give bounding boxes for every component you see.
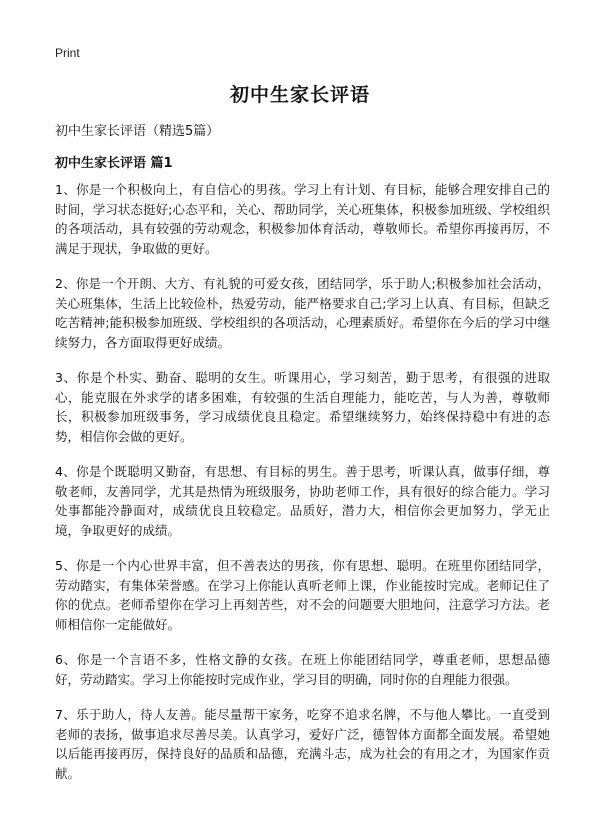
document-subtitle: 初中生家长评语（精选5篇） bbox=[55, 124, 220, 139]
comment-item: 3、你是个朴实、勤奋、聪明的女生。听课用心，学习刻苦，勤于思考，有很强的进取心，能克服在外求学的诸多困难，有较强的生活自理能力，能吃苦，与人为善，尊敬师长，积极参加班级事务，学习成绩优良且稳定。希望继续努力，始终保持稳中有进的态势，相信你会做的更好。 bbox=[55, 370, 550, 444]
comment-list bbox=[55, 180, 550, 799]
comment-item: 5、你是一个内心世界丰富，但不善表达的男孩，你有思想、聪明。在班里你团结同学，劳动踏实，有集体荣誉感。在学习上你能认真听老师上课，作业能按时完成。老师记住了你的优点。老师希望你在学习上再刻苦些，对不会的问题要大胆地问，注意学习方法。老师相信你一定能做好。 bbox=[55, 558, 550, 632]
comment-item: 2、你是一个开朗、大方、有礼貌的可爱女孩，团结同学，乐于助人;积极参加社会活动，关心班集体，生活上比较俭朴，热爱劳动，能严格要求自己;学习上认真、有目标，但缺乏吃苦精神;能积极参加班级、学校组织的各项活动，心理素质好。希望你在今后的学习中继续努力，各方面取得更好成绩。 bbox=[55, 276, 550, 350]
comment-item: 6、你是一个言语不多，性格文静的女孩。在班上你能团结同学，尊重老师，思想品德好，劳动踏实。学习上你能按时完成作业，学习目的明确，同时你的自理能力很强。 bbox=[55, 652, 550, 687]
section-heading: 初中生家长评语 篇1 bbox=[55, 156, 173, 171]
comment-item: 1、你是一个积极向上，有自信心的男孩。学习上有计划、有目标，能够合理安排自己的时间，学习状态挺好;心态平和，关心、帮助同学，关心班集体，积极参加班级、学校组织的各项活动，具有较强的劳动观念，积极参加体育活动，尊敬师长。希望你再接再厉，不满足于现状，争取做的更好。 bbox=[55, 182, 550, 256]
comment-item: 7、乐于助人，待人友善。能尽量帮干家务，吃穿不追求名牌，不与他人攀比。一直受到老师的表扬，做事追求尽善尽美。认真学习，爱好广泛，德智体方面都全面发展。希望她以后能再接再厉，保持良好的品质和品德，充满斗志，成为社会的有用之才，为国家作贡献。 bbox=[55, 707, 550, 781]
comment-item: 4、你是个既聪明又勤奋，有思想、有目标的男生。善于思考，听课认真，做事仔细，尊敬老师，友善同学，尤其是热情为班级服务，协助老师工作，具有很好的综合能力。学习处事都能冷静面对，成绩优良且较稳定。品质好，潜力大，相信你会更加努力，学无止境，争取更好的成绩。 bbox=[55, 464, 550, 538]
page-title: 初中生家长评语 bbox=[229, 84, 370, 106]
print-label: Print bbox=[55, 46, 80, 60]
